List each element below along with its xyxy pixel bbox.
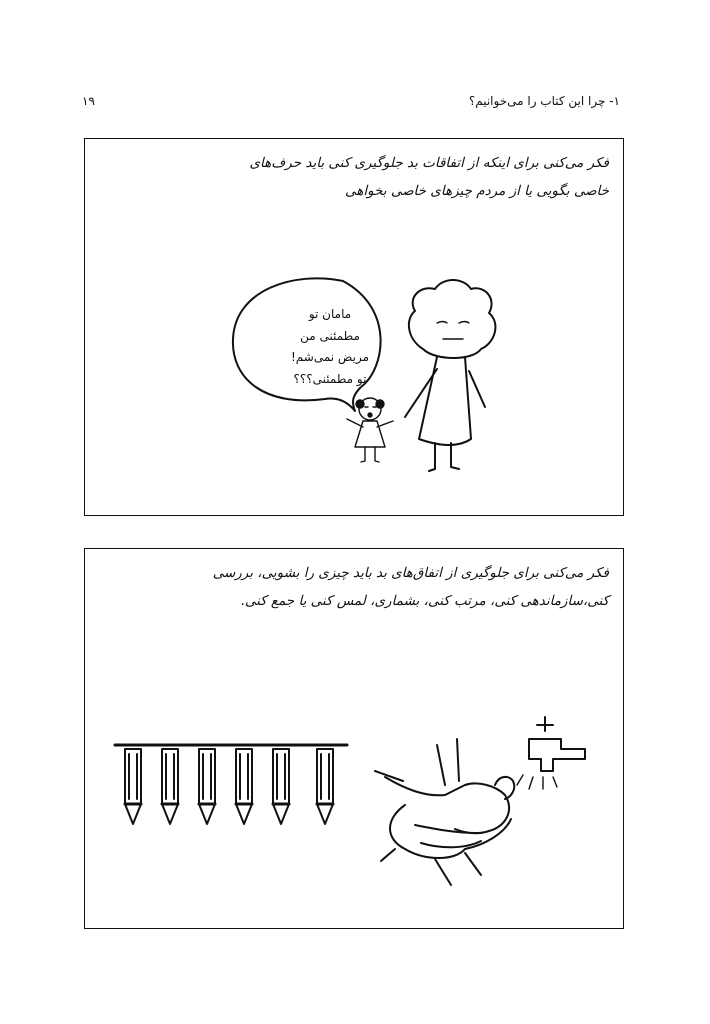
panel1-caption-line-1: فکر می‌کنی برای اینکه از اتفاقات بد جلوگیری کنی باید حرف‌های xyxy=(249,155,609,171)
chapter-title: ۱- چرا این کتاب را می‌خوانیم؟ xyxy=(468,94,620,108)
speech-bubble-text xyxy=(270,304,390,390)
comic-panel-2 xyxy=(84,548,624,929)
comic-panel-1 xyxy=(84,138,624,516)
mother-figure xyxy=(405,280,495,471)
pencil-icon xyxy=(236,749,252,824)
pencil-icon xyxy=(199,749,215,824)
speech-line-2: مطمئنی من xyxy=(300,328,360,343)
speech-line-3: مریض نمی‌شم! xyxy=(290,350,370,364)
page-number: ۱۹ xyxy=(82,94,95,108)
panel2-illustration xyxy=(85,549,623,928)
pencil-icon xyxy=(317,749,333,824)
washing-hands-icon xyxy=(375,739,514,885)
page-header xyxy=(82,94,620,116)
speech-line-4: تو مطمئنی؟؟؟ xyxy=(293,371,367,386)
speech-line-1: مامان تو xyxy=(308,307,352,321)
pencil-rack xyxy=(115,745,347,824)
panel2-caption-line-2: کنی،سازماندهی کنی، مرتب کنی، بشماری، لمس کنی یا جمع کنی. xyxy=(240,593,609,609)
faucet-icon xyxy=(517,717,585,789)
pencil-icon xyxy=(125,749,141,824)
panel1-caption-line-2: خاصی بگویی یا از مردم چیزهای خاصی بخواهی xyxy=(344,183,609,199)
panel2-caption-line-1: فکر می‌کنی برای جلوگیری از اتفاق‌های بد باید چیزی را بشویی، بررسی xyxy=(212,565,609,581)
pencil-icon xyxy=(162,749,178,824)
pencil-icon xyxy=(273,749,289,824)
